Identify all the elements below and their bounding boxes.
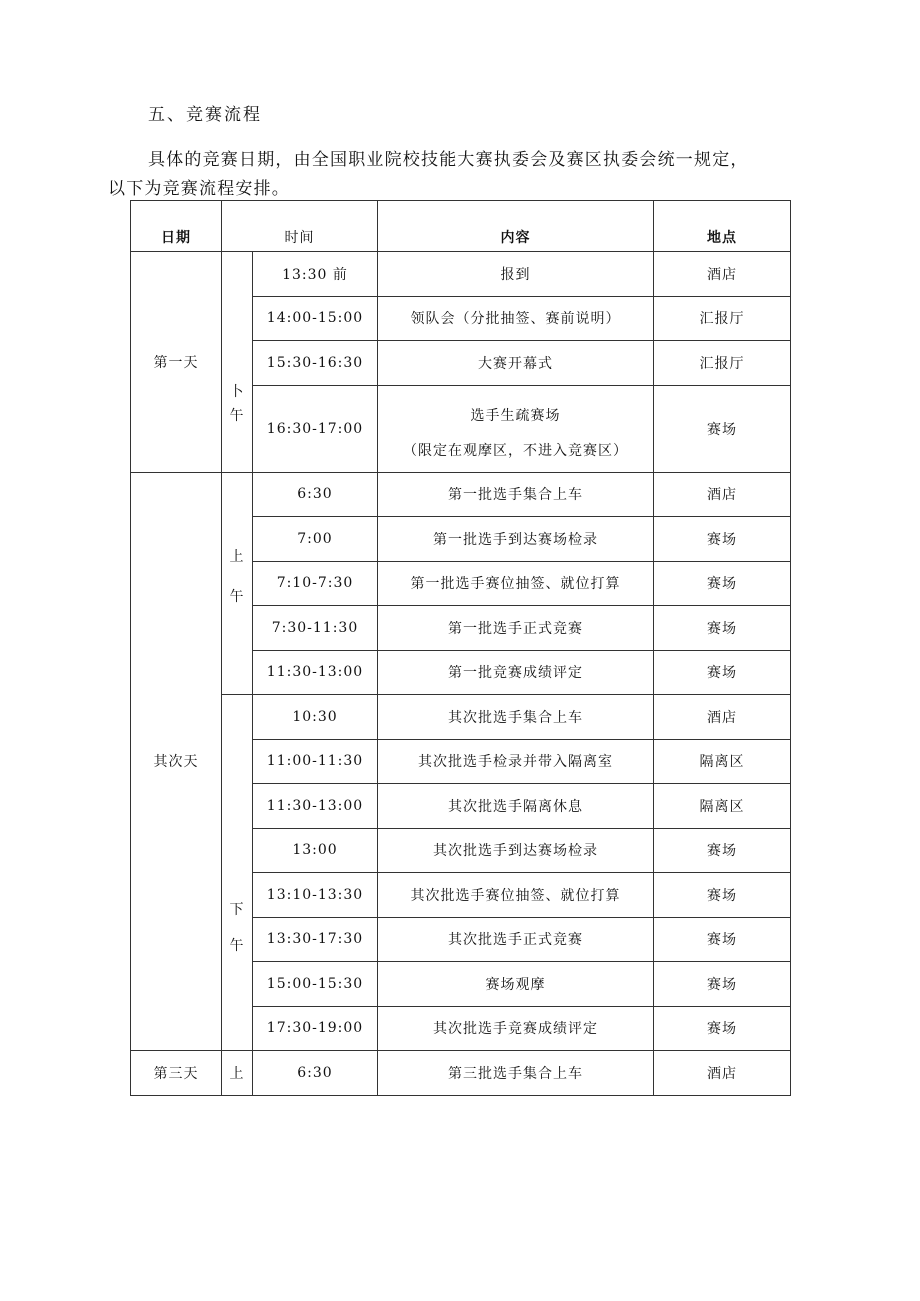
- header-time: 时间: [222, 201, 378, 252]
- time-cell: 17:30-19:00: [253, 1006, 378, 1051]
- place-cell: 赛场: [654, 917, 791, 962]
- content-cell: 其次批选手检录并带入隔离室: [378, 739, 654, 784]
- content-cell: [378, 385, 654, 472]
- schedule-table: [130, 200, 791, 1096]
- table-row: [131, 472, 791, 517]
- content-cell: 第一批竞赛成绩评定: [378, 650, 654, 695]
- period-cell: [222, 472, 253, 695]
- intro-line-2: 以下为竞赛流程安排。: [108, 179, 290, 199]
- content-cell: 其次批选手隔离休息: [378, 784, 654, 829]
- period-char: 午: [229, 407, 245, 424]
- time-cell: 11:30-13:00: [253, 650, 378, 695]
- header-date: 日期: [131, 201, 222, 252]
- day-cell: 第一天: [131, 252, 222, 473]
- time-cell: 6:30: [253, 472, 378, 517]
- content-cell: 第一批选手集合上车: [378, 472, 654, 517]
- place-cell: 赛场: [654, 1006, 791, 1051]
- content-cell: 第一批选手到达赛场检录: [378, 517, 654, 562]
- place-cell: 酒店: [654, 695, 791, 740]
- place-cell: 汇报厅: [654, 341, 791, 386]
- content-cell: 报到: [378, 252, 654, 297]
- period-cell: [222, 695, 253, 1051]
- time-cell: 10:30: [253, 695, 378, 740]
- section-heading: 五、竞赛流程: [148, 105, 262, 125]
- period-cell: [222, 252, 253, 473]
- place-cell: 赛场: [654, 962, 791, 1007]
- place-cell: 汇报厅: [654, 296, 791, 341]
- content-cell: 其次批选手赛位抽签、就位打算: [378, 873, 654, 918]
- time-cell: 7:10-7:30: [253, 561, 378, 606]
- content-cell: 其次批选手正式竞赛: [378, 917, 654, 962]
- intro-line-1: 具体的竞赛日期，由全国职业院校技能大赛执委会及赛区执委会统一规定，: [148, 150, 749, 170]
- place-cell: 赛场: [654, 385, 791, 472]
- content-cell: 大赛开幕式: [378, 341, 654, 386]
- intro-paragraph: [108, 146, 808, 204]
- time-cell: 13:00: [253, 828, 378, 873]
- time-cell: 14:00-15:00: [253, 296, 378, 341]
- content-cell: 第一批选手正式竞赛: [378, 606, 654, 651]
- content-cell: 第三批选手集合上车: [378, 1051, 654, 1096]
- period-cell: 上: [222, 1051, 253, 1096]
- place-cell: 赛场: [654, 873, 791, 918]
- table-row: [131, 252, 791, 297]
- place-cell: 赛场: [654, 517, 791, 562]
- content-line: 选手生疏赛场: [470, 407, 561, 424]
- content-cell: 其次批选手到达赛场检录: [378, 828, 654, 873]
- content-line-note: （限定在观摩区，不进入竞赛区）: [403, 442, 628, 459]
- content-cell: 其次批选手集合上车: [378, 695, 654, 740]
- time-cell: 11:30-13:00: [253, 784, 378, 829]
- time-cell: 7:30-11:30: [253, 606, 378, 651]
- period-char: 卜: [229, 383, 245, 400]
- header-row: [131, 201, 791, 252]
- time-cell: 13:30-17:30: [253, 917, 378, 962]
- place-cell: 酒店: [654, 1051, 791, 1096]
- time-cell: 13:10-13:30: [253, 873, 378, 918]
- content-cell: 领队会（分批抽签、赛前说明）: [378, 296, 654, 341]
- time-cell: 15:30-16:30: [253, 341, 378, 386]
- period-char: 下: [229, 901, 245, 918]
- time-cell: 16:30-17:00: [253, 385, 378, 472]
- header-place: 地点: [654, 201, 791, 252]
- place-cell: 赛场: [654, 828, 791, 873]
- time-cell: 13:30 前: [253, 252, 378, 297]
- place-cell: 酒店: [654, 472, 791, 517]
- content-cell: 赛场观摩: [378, 962, 654, 1007]
- table-row: [131, 1051, 791, 1096]
- content-cell: 第一批选手赛位抽签、就位打算: [378, 561, 654, 606]
- header-content: 内容: [378, 201, 654, 252]
- period-char: 午: [229, 937, 245, 954]
- time-cell: 6:30: [253, 1051, 378, 1096]
- place-cell: 赛场: [654, 561, 791, 606]
- time-cell: 15:00-15:30: [253, 962, 378, 1007]
- period-char: 午: [229, 589, 245, 606]
- place-cell: 赛场: [654, 650, 791, 695]
- period-char: 上: [229, 549, 245, 566]
- place-cell: 酒店: [654, 252, 791, 297]
- content-cell: 其次批选手竞赛成绩评定: [378, 1006, 654, 1051]
- table-row: [131, 695, 791, 740]
- place-cell: 隔离区: [654, 784, 791, 829]
- place-cell: 赛场: [654, 606, 791, 651]
- time-cell: 7:00: [253, 517, 378, 562]
- time-cell: 11:00-11:30: [253, 739, 378, 784]
- day-cell: 其次天: [131, 472, 222, 1051]
- day-cell: 第三天: [131, 1051, 222, 1096]
- place-cell: 隔离区: [654, 739, 791, 784]
